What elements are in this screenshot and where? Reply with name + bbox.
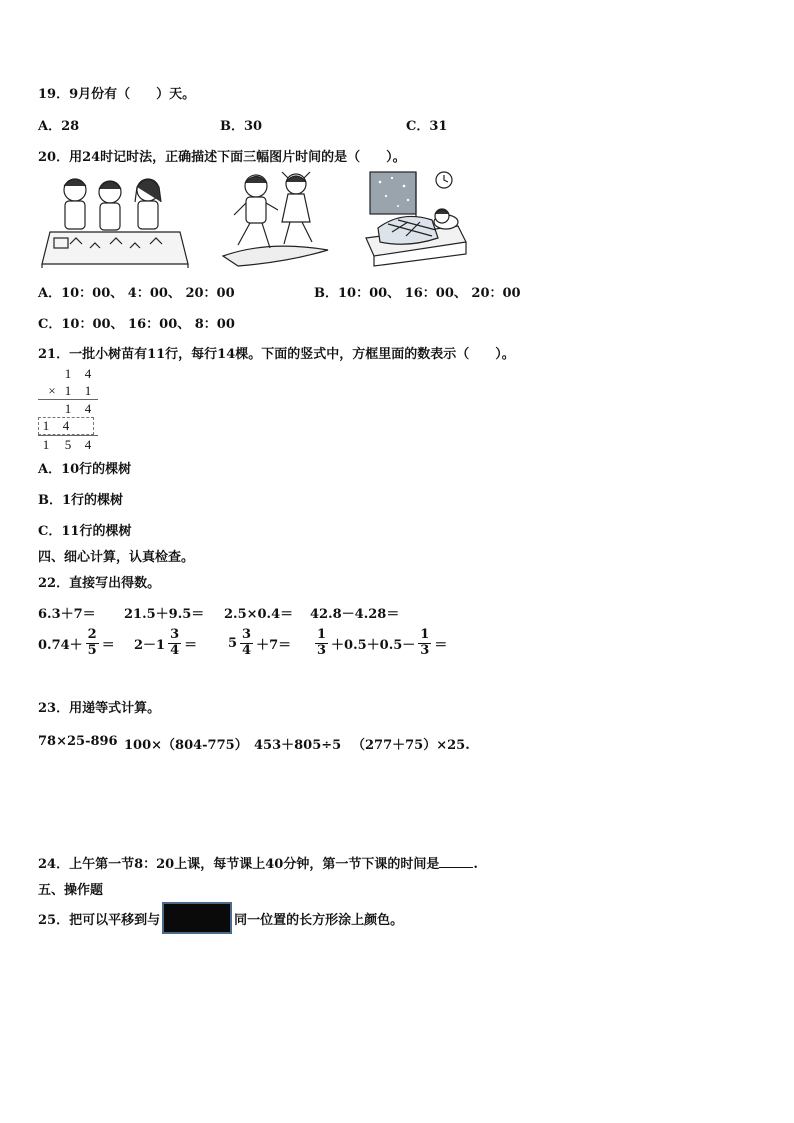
picture-children-folding-paper — [40, 172, 190, 272]
section5-heading: 五、操作题 — [38, 883, 104, 898]
black-rectangle — [162, 902, 232, 934]
vertical-multiplication — [38, 366, 100, 454]
q19-option-c: C．31 — [406, 119, 448, 134]
answer-blank[interactable] — [439, 855, 473, 868]
fraction: $\frac{2}{5}$ — [87, 627, 97, 658]
q22-expr-6: 2－1 $\frac{3}{4}$ ＝ — [134, 627, 198, 658]
q19-option-b: B．30 — [220, 119, 263, 134]
fraction: $\frac{1}{3}$ — [317, 627, 327, 658]
vm-row1-d2: 4 — [84, 366, 92, 381]
q22-expr-4: 42.8－4.28＝ — [310, 607, 400, 622]
q22-title: 22．直接写出得数。 — [38, 576, 161, 591]
q21-option-a: A．10行的棵树 — [38, 462, 132, 477]
fraction: $\frac{3}{4}$ — [170, 627, 180, 658]
vm-row4-d1: 1 — [42, 418, 50, 433]
q20-option-a: A．10：00、 4：00、 20：00 — [38, 286, 235, 301]
q21-question: 21．一批小树苗有11行，每行14棵。下面的竖式中，方框里面的数表示（ ）。 — [38, 347, 515, 362]
q20-option-c: C．10：00、 16：00、 8：00 — [38, 317, 235, 332]
q23-item-4: （277＋75）×25. — [352, 738, 470, 753]
vm-row5-d3: 4 — [84, 437, 92, 452]
vm-row2-d2: 1 — [84, 383, 92, 398]
q23-item-1: 78×25-896 — [38, 734, 118, 749]
vm-row2-d1: 1 — [64, 383, 72, 398]
q25-question: 25．把可以平移到与 同一位置的长方形涂上颜色。 — [38, 902, 403, 934]
vm-row3-d2: 4 — [84, 401, 92, 416]
q19-option-a: A．28 — [38, 119, 80, 134]
q22-expr-8: $\frac{1}{3}$ ＋0.5＋0.5－ $\frac{1}{3}$ ＝ — [317, 627, 448, 658]
q22-expr-5: 0.74＋ $\frac{2}{5}$ ＝ — [38, 627, 115, 658]
q23-item-2: 100×（804-775） — [124, 738, 248, 753]
picture-child-sleeping-night — [362, 170, 470, 272]
fraction: $\frac{1}{3}$ — [420, 627, 430, 658]
vm-row5-d2: 5 — [64, 437, 72, 452]
q24-question: 24．上午第一节8：20上课，每节课上40分钟，第一节下课的时间是 . — [38, 857, 478, 872]
vm-row4-d2: 4 — [62, 418, 70, 433]
q22-expr-2: 21.5＋9.5＝ — [124, 607, 205, 622]
q22-expr-1: 6.3＋7＝ — [38, 607, 96, 622]
vm-row1-d1: 1 — [64, 366, 72, 381]
q21-option-b: B．1行的棵树 — [38, 493, 124, 508]
q23-item-3: 453＋805÷5 — [254, 738, 342, 753]
vm-row2-times: × — [48, 383, 56, 398]
vm-row5-d1: 1 — [42, 437, 50, 452]
q22-expr-3: 2.5×0.4＝ — [224, 607, 294, 622]
section4-heading: 四、细心计算，认真检查。 — [38, 550, 195, 565]
fraction: $\frac{3}{4}$ — [242, 627, 252, 658]
picture-children-running — [218, 170, 338, 268]
q20-option-b: B．10：00、 16：00、 20：00 — [314, 286, 521, 301]
q21-option-c: C．11行的棵树 — [38, 524, 132, 539]
q23-title: 23．用递等式计算。 — [38, 701, 161, 716]
q19-question: 19．9月份有（ ）天。 — [38, 87, 196, 102]
vm-row3-d1: 1 — [64, 401, 72, 416]
q20-question: 20．用24时记时法，正确描述下面三幅图片时间的是（ ）。 — [38, 150, 406, 165]
q22-expr-7: 5 $\frac{3}{4}$ ＋7＝ — [228, 627, 292, 658]
